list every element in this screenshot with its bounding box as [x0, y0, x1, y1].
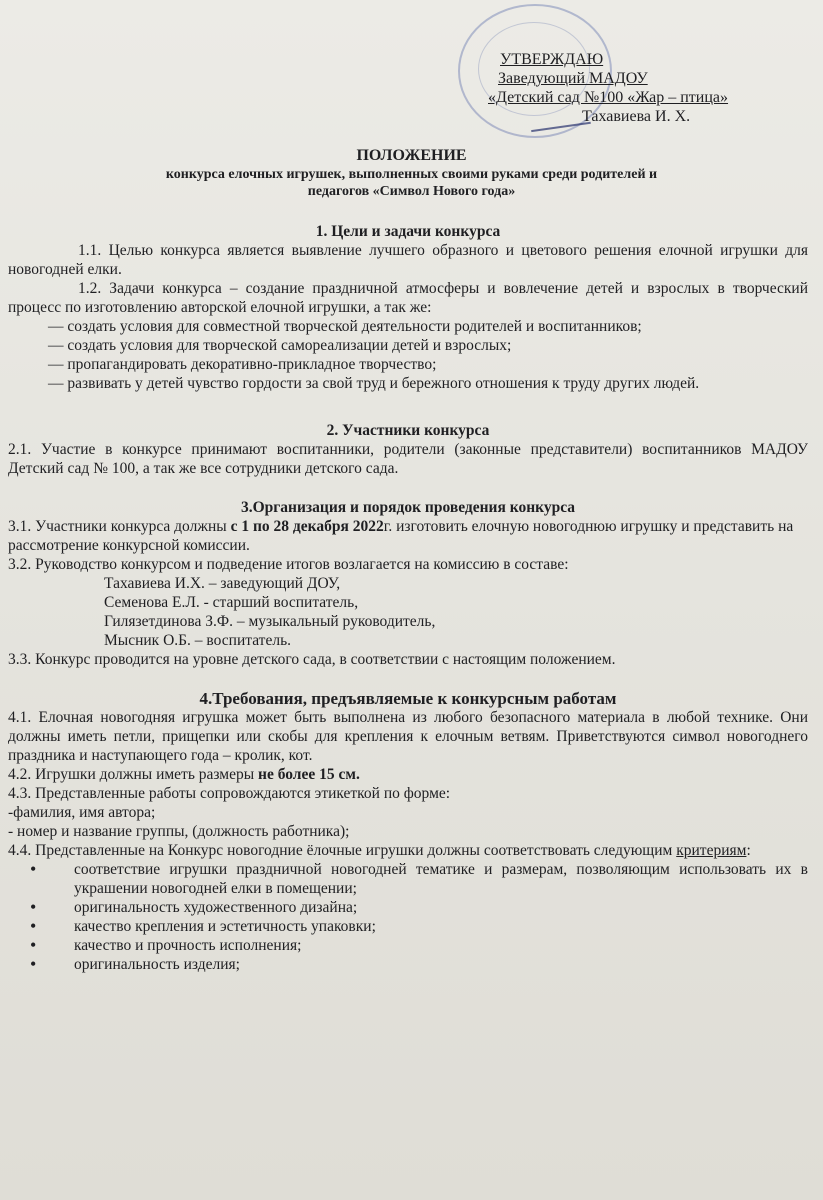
paragraph-3-1-text-a: 3.1. Участники конкурса должны — [8, 518, 231, 535]
approval-line-4: Тахавиева И. Х. — [582, 108, 691, 125]
commission-list — [8, 574, 808, 650]
goal-item: — создать условия для совместной творческой деятельности родителей и воспитанников; — [48, 318, 642, 335]
section-1-heading: 1. Цели и задачи конкурса — [315, 223, 501, 240]
criteria-item: • оригинальность художественного дизайна; — [74, 898, 808, 917]
paragraph-3-2: 3.2. Руководство конкурсом и подведение итогов возлагается на комиссию в составе: — [8, 556, 569, 573]
paragraph-4-4 — [8, 841, 808, 860]
commission-member: Тахавиева И.Х. – заведующий ДОУ, — [104, 575, 341, 592]
paragraph-4-4-text: 4.4. Представленные на Конкурс новогодние ёлочные игрушки должны соответствовать следующим — [8, 842, 677, 859]
paragraph-3-3: 3.3. Конкурс проводится на уровне детского сада, в соответствии с настоящим положением. — [8, 651, 616, 668]
section-3-heading: 3.Организация и порядок проведения конкурса — [240, 499, 576, 516]
goal-item: — пропагандировать декоративно-прикладное творчество; — [48, 356, 437, 373]
size-limit: не более 15 см. — [258, 766, 360, 783]
criteria-item: • оригинальность изделия; — [74, 955, 808, 974]
paragraph-2-1: 2.1. Участие в конкурсе принимают воспитанники, родители (законные представители) воспитанников МАДОУ Детский сад № 100, а так же все сотрудники детского сада. — [8, 441, 808, 477]
commission-member: Гилязетдинова З.Ф. – музыкальный руководитель, — [104, 613, 436, 630]
criteria-list — [8, 860, 808, 974]
document-subtitle-line-2: педагогов «Символ Нового года» — [307, 184, 516, 199]
document-title: ПОЛОЖЕНИЕ — [356, 147, 467, 164]
approval-line-3: «Детский сад №100 «Жар – птица» — [488, 89, 729, 106]
criteria-item: • качество крепления и эстетичность упаковки; — [74, 917, 808, 936]
label-field-group: - номер и название группы, (должность работника); — [8, 823, 350, 840]
approval-line-1: УТВЕРЖДАЮ — [500, 51, 604, 68]
criteria-item: • соответствие игрушки праздничной новогодней тематике и размерам, позволяющим использовать их в украшении новогодней елки в помещении; — [74, 860, 808, 898]
paragraph-1-1: 1.1. Целью конкурса является выявление лучшего образного и цветового решения елочной игрушки для новогодней елки. — [8, 242, 808, 278]
paragraph-4-2-text: 4.2. Игрушки должны иметь размеры — [8, 766, 259, 783]
commission-member: Мысник О.Б. – воспитатель. — [104, 632, 292, 649]
paragraph-1-2: 1.2. Задачи конкурса – создание праздничной атмосферы и вовлечение детей и взрослых в творческий процесс по изготовлению авторской елочной игрушки, а так же: — [8, 280, 808, 316]
paragraph-4-1: 4.1. Елочная новогодняя игрушка может быть выполнена из любого безопасного материала в любой технике. Они должны иметь петли, прищепки или скобы для крепления к елочным ветвям. Приветствуются символ новогоднего праздника и наступающего года – кролик, кот. — [8, 709, 808, 764]
approval-line-2: Заведующий МАДОУ — [498, 70, 648, 87]
paragraph-3-1-text-b: г. изготовить елочную новогоднюю игрушку и представить на рассмотрение конкурсной комиссии. — [8, 518, 794, 554]
paragraph-4-2 — [8, 765, 808, 784]
commission-member: Семенова Е.Л. - старший воспитатель, — [104, 594, 359, 611]
section-4-heading: 4.Требования, предъявляемые к конкурсным работам — [199, 689, 617, 708]
goal-item: — создать условия для творческой самореализации детей и взрослых; — [48, 337, 512, 354]
document-body — [8, 222, 808, 974]
criteria-word: критериям — [676, 842, 747, 859]
contest-dates: с 1 по 28 декабря 2022 — [230, 518, 384, 535]
title-block — [0, 146, 823, 200]
paragraph-3-1 — [8, 517, 808, 555]
paragraph-4-3: 4.3. Представленные работы сопровождаются этикеткой по форме: — [8, 785, 451, 802]
goal-item: — развивать у детей чувство гордости за свой труд и бережного отношения к труду других людей. — [48, 375, 700, 392]
document-subtitle-line-1: конкурса елочных игрушек, выполненных своими руками среди родителей и — [165, 167, 658, 182]
label-field-author: -фамилия, имя автора; — [8, 804, 156, 821]
criteria-item: • качество и прочность исполнения; — [74, 936, 808, 955]
section-2-heading: 2. Участники конкурса — [326, 422, 490, 439]
paragraph-4-4-colon: : — [746, 842, 751, 859]
approval-block — [488, 50, 808, 126]
